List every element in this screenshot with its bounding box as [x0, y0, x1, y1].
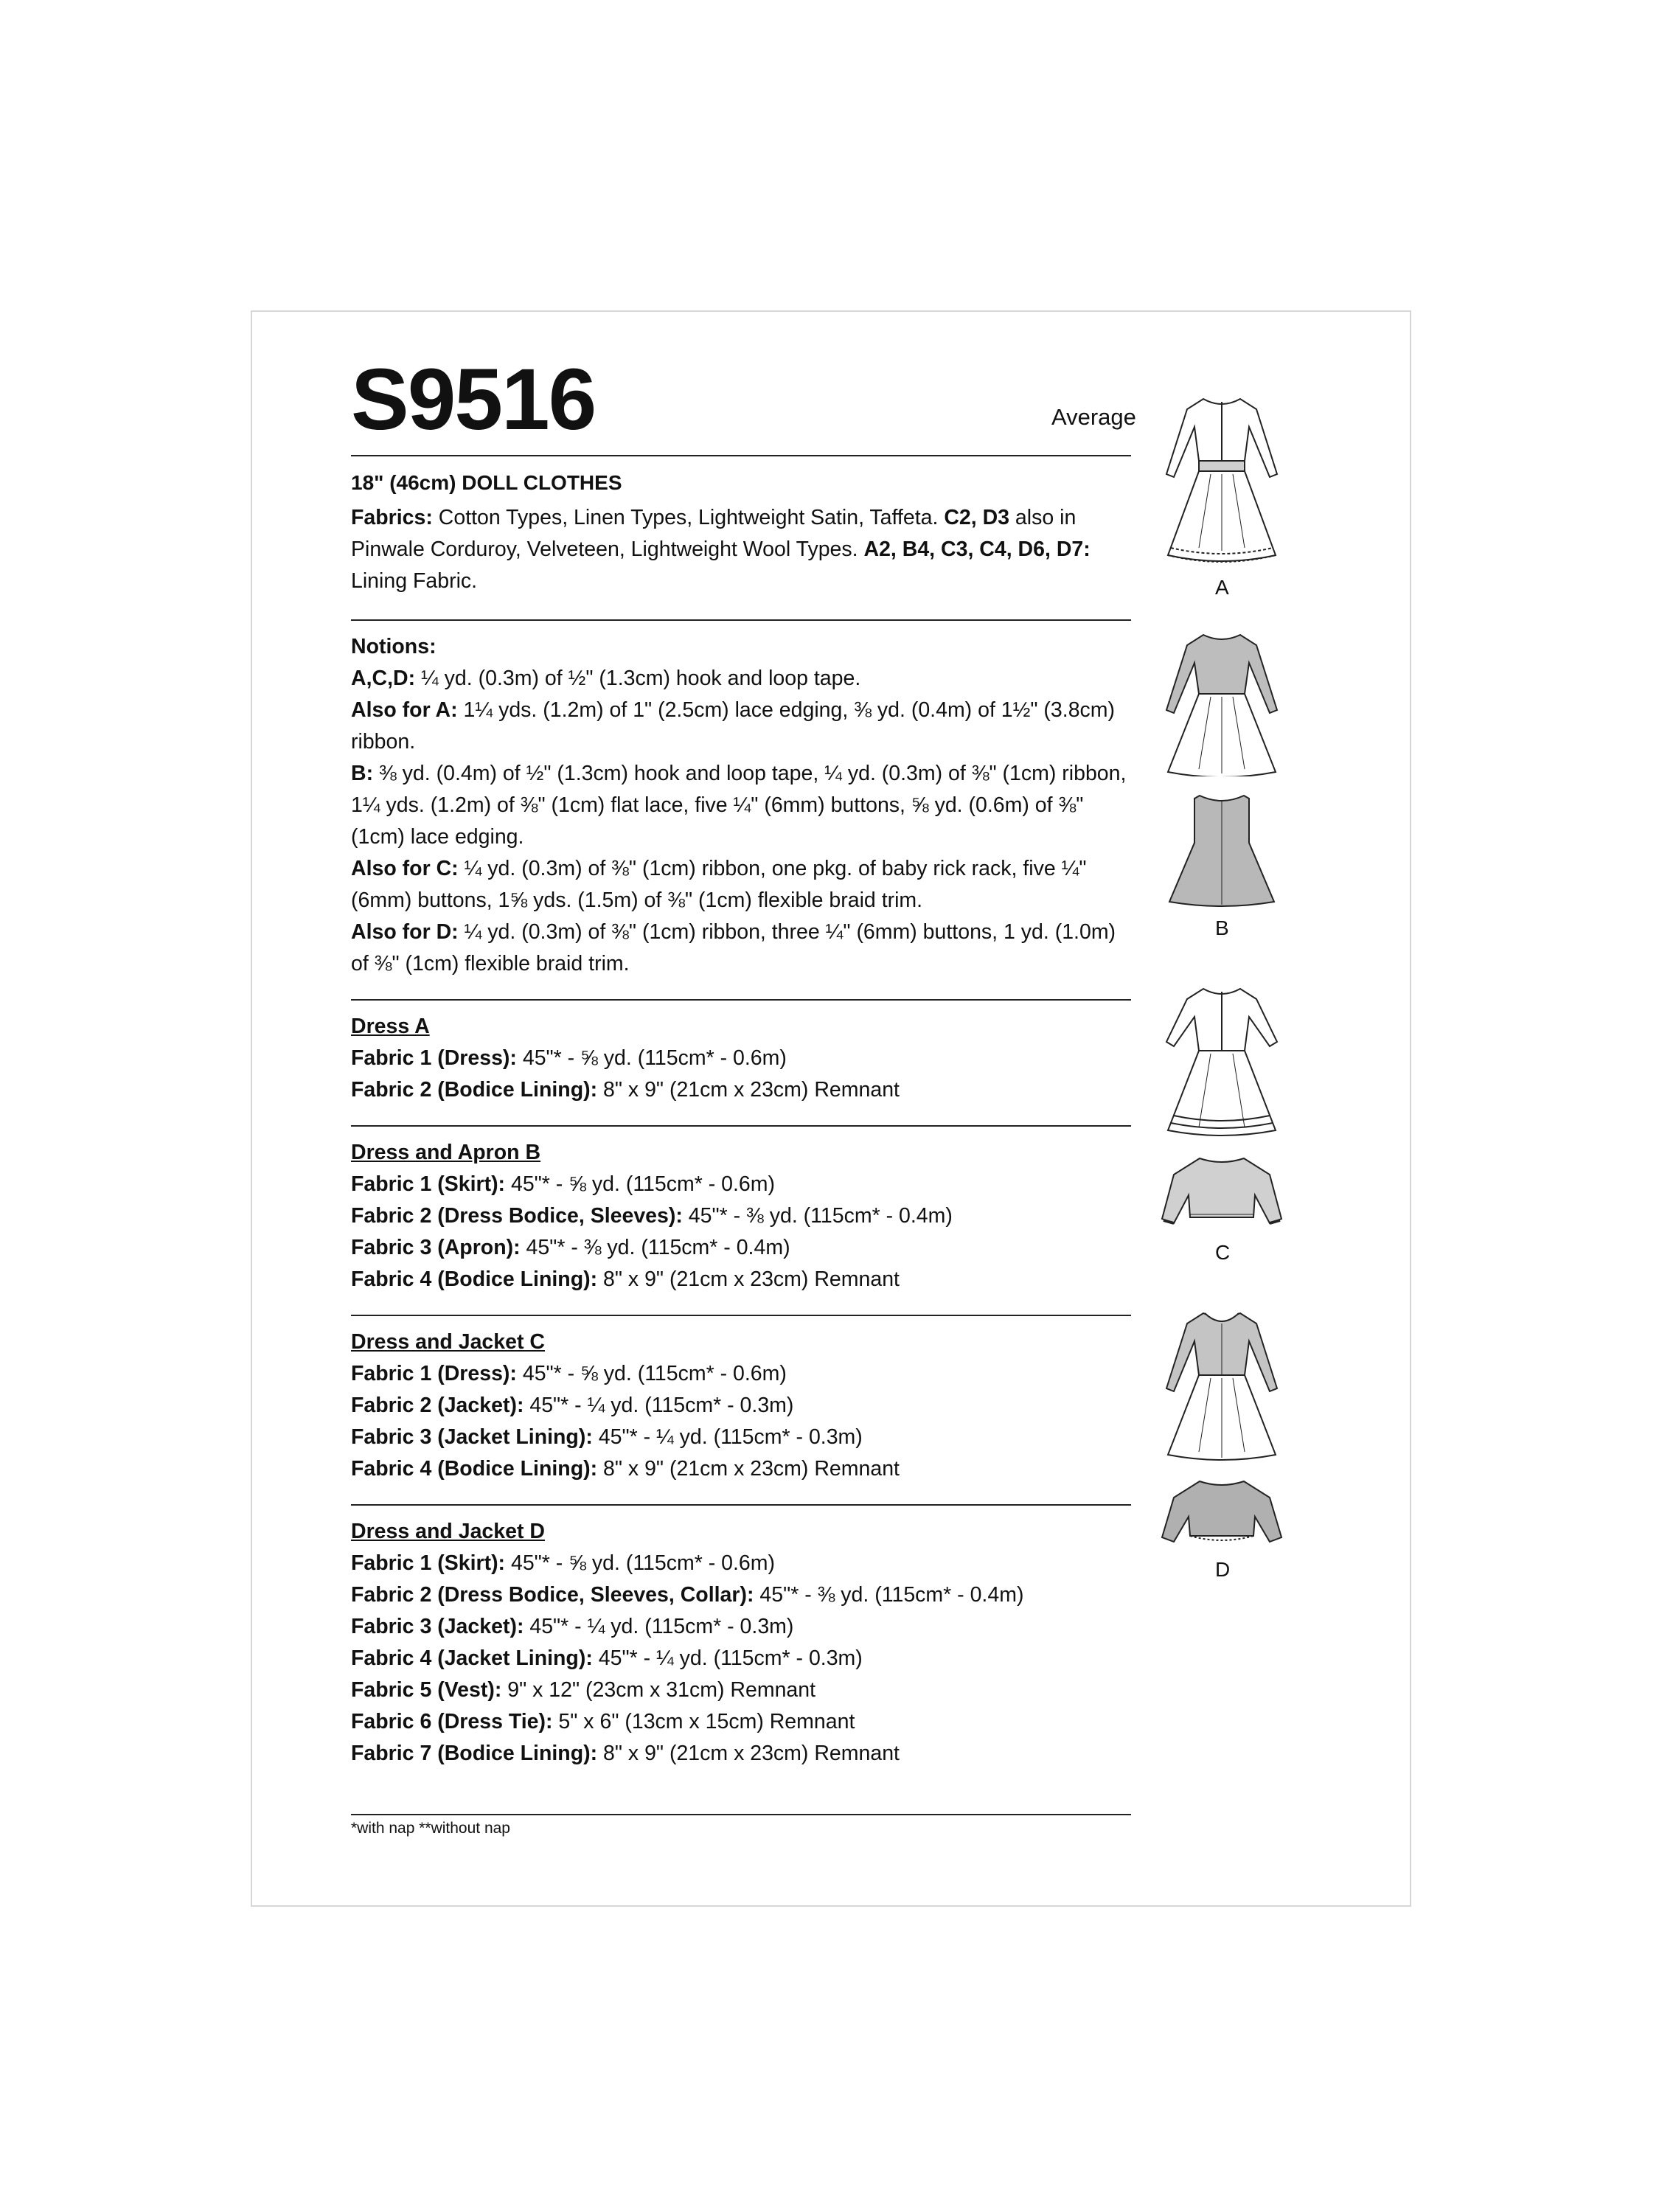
fabric-label: Fabric 3 (Jacket Lining):: [351, 1425, 593, 1449]
notions-label: Also for D:: [351, 920, 459, 944]
notions-line: [351, 917, 1131, 980]
fabric-line: [351, 1453, 1131, 1485]
view-c-section: [351, 1316, 1131, 1504]
view-letter: A: [1215, 576, 1229, 599]
notions-text: ¼ yd. (0.3m) of ½" (1.3cm) hook and loop tape.: [415, 667, 861, 690]
notions-line: [351, 663, 1131, 695]
fabric-yardage: 45"* - ⅜ yd. (115cm* - 0.4m): [682, 1204, 953, 1228]
fabric-yardage: 8" x 9" (21cm x 23cm) Remnant: [597, 1267, 900, 1291]
fabric-yardage: 8" x 9" (21cm x 23cm) Remnant: [597, 1742, 900, 1765]
fabric-label: Fabric 1 (Skirt):: [351, 1172, 506, 1196]
notions-line: [351, 853, 1131, 917]
view-d-section: [351, 1506, 1131, 1814]
fabric-yardage: 45"* - ¼ yd. (115cm* - 0.3m): [592, 1646, 863, 1670]
fabrics-label: Fabrics:: [351, 506, 433, 529]
fabric-yardage: 5" x 6" (13cm x 15cm) Remnant: [552, 1710, 855, 1733]
view-c-dress-illustration: [1159, 983, 1284, 1141]
view-b-apron-illustration: [1166, 791, 1277, 909]
fabric-line: [351, 1264, 1131, 1295]
fabric-label: Fabric 1 (Dress):: [351, 1046, 517, 1070]
fabric-yardage: 45"* - ⅝ yd. (115cm* - 0.6m): [505, 1172, 776, 1196]
fabric-line: [351, 1422, 1131, 1453]
view-d-dress-illustration: [1159, 1307, 1284, 1466]
view-heading: Dress and Jacket C: [351, 1330, 545, 1354]
pattern-number: S9516: [351, 351, 596, 448]
view-letter: B: [1215, 917, 1229, 939]
view-heading: Dress A: [351, 1015, 430, 1038]
pattern-text-column: [351, 351, 1136, 1837]
notions-label: A,C,D:: [351, 667, 416, 690]
fabrics-text: Lining Fabric.: [351, 569, 478, 593]
fabric-line: [351, 1169, 1131, 1200]
fabric-yardage: 8" x 9" (21cm x 23cm) Remnant: [597, 1078, 900, 1102]
fabric-line: [351, 1643, 1131, 1674]
fabric-label: Fabric 1 (Dress):: [351, 1362, 517, 1385]
fabric-label: Fabric 3 (Apron):: [351, 1236, 521, 1259]
notions-section: [351, 621, 1131, 999]
fabric-line: [351, 1611, 1131, 1643]
fabric-yardage: 45"* - ⅜ yd. (115cm* - 0.4m): [754, 1583, 1024, 1607]
fabric-yardage: 8" x 9" (21cm x 23cm) Remnant: [597, 1457, 900, 1481]
fabrics-text: also in Pinwale Corduroy, Velveteen, Lightweight Wool Types.: [351, 506, 1077, 561]
difficulty-level: Average: [1051, 404, 1136, 430]
fabric-line: [351, 1232, 1131, 1264]
notions-line: [351, 695, 1131, 758]
fabric-yardage: 45"* - ¼ yd. (115cm* - 0.3m): [524, 1394, 794, 1417]
fabric-line: [351, 1043, 1131, 1074]
fabric-label: Fabric 2 (Dress Bodice, Sleeves):: [351, 1204, 683, 1228]
fabric-yardage: 9" x 12" (23cm x 31cm) Remnant: [501, 1678, 816, 1702]
fabrics-text: Cotton Types, Linen Types, Lightweight Satin, Taffeta.: [432, 506, 945, 529]
fabric-line: [351, 1200, 1131, 1232]
view-heading: Dress and Jacket D: [351, 1520, 545, 1543]
view-d-jacket-illustration: [1159, 1477, 1284, 1551]
fabric-line: [351, 1358, 1131, 1390]
fabric-line: [351, 1074, 1131, 1106]
fabric-line: [351, 1548, 1131, 1579]
notions-text: ¼ yd. (0.3m) of ⅜" (1cm) ribbon, three ¼" (6mm) buttons, 1 yd. (1.0m) of ⅜" (1cm) flexible braid trim.: [351, 920, 1116, 975]
fabrics-views-1: C2, D3: [944, 506, 1010, 529]
fabric-label: Fabric 4 (Jacket Lining):: [351, 1646, 593, 1670]
view-c-jacket-illustration: [1159, 1152, 1284, 1234]
view-letter: D: [1215, 1558, 1231, 1581]
fabric-label: Fabric 3 (Jacket):: [351, 1615, 524, 1638]
fabric-yardage: 45"* - ⅜ yd. (115cm* - 0.4m): [520, 1236, 790, 1259]
fabric-line: [351, 1674, 1131, 1706]
fabric-line: [351, 1579, 1131, 1611]
fabric-yardage: 45"* - ¼ yd. (115cm* - 0.3m): [592, 1425, 863, 1449]
view-b-section: [351, 1127, 1131, 1315]
notions-line: [351, 758, 1131, 853]
view-letter: C: [1215, 1241, 1231, 1264]
fabric-label: Fabric 5 (Vest):: [351, 1678, 502, 1702]
notions-label: B:: [351, 762, 374, 785]
fabric-label: Fabric 2 (Jacket):: [351, 1394, 524, 1417]
notions-label: Also for A:: [351, 698, 458, 722]
fabric-yardage: 45"* - ⅝ yd. (115cm* - 0.6m): [516, 1046, 787, 1070]
fabric-label: Fabric 6 (Dress Tie):: [351, 1710, 553, 1733]
fabrics-paragraph: [351, 502, 1131, 597]
view-heading: Dress and Apron B: [351, 1141, 541, 1164]
view-b-dress-illustration: [1159, 629, 1284, 776]
notions-label: Also for C:: [351, 857, 459, 880]
divider: [351, 455, 1131, 456]
fabric-label: Fabric 2 (Dress Bodice, Sleeves, Collar):: [351, 1583, 754, 1607]
fabric-label: Fabric 2 (Bodice Lining):: [351, 1078, 598, 1102]
view-a-section: [351, 1001, 1131, 1125]
fabric-label: Fabric 1 (Skirt):: [351, 1551, 506, 1575]
fabric-yardage: 45"* - ⅝ yd. (115cm* - 0.6m): [505, 1551, 776, 1575]
pattern-sheet: [251, 310, 1411, 1907]
fabrics-views-2: A2, B4, C3, C4, D6, D7:: [863, 538, 1091, 561]
fabric-yardage: 45"* - ⅝ yd. (115cm* - 0.6m): [516, 1362, 787, 1385]
fabric-label: Fabric 7 (Bodice Lining):: [351, 1742, 598, 1765]
notions-text: ¼ yd. (0.3m) of ⅜" (1cm) ribbon, one pkg. of baby rick rack, five ¼" (6mm) buttons, 1⅝ yds. (1.5m) of ⅜" (1cm) flexible braid trim.: [351, 857, 1087, 912]
nap-footnote: *with nap **without nap: [351, 1820, 510, 1837]
fabric-yardage: 45"* - ¼ yd. (115cm* - 0.3m): [524, 1615, 794, 1638]
fabric-label: Fabric 4 (Bodice Lining):: [351, 1457, 598, 1481]
fabric-label: Fabric 4 (Bodice Lining):: [351, 1267, 598, 1291]
fabric-line: [351, 1390, 1131, 1422]
fabric-line: [351, 1706, 1131, 1738]
notions-heading: Notions:: [351, 635, 437, 658]
notions-text: ⅜ yd. (0.4m) of ½" (1.3cm) hook and loop tape, ¼ yd. (0.3m) of ⅜" (1cm) ribbon, 1¼ yds. (1.2m) of ⅜" (1cm) flat lace, five ¼" (6mm) buttons, ⅝ yd. (0.6m) of ⅜" (1cm) lace edging.: [351, 762, 1127, 849]
product-title: 18" (46cm) DOLL CLOTHES: [351, 471, 622, 494]
fabric-line: [351, 1738, 1131, 1770]
view-a-dress-illustration: [1159, 393, 1284, 570]
notions-text: 1¼ yds. (1.2m) of 1" (2.5cm) lace edging, ⅜ yd. (0.4m) of 1½" (3.8cm) ribbon.: [351, 698, 1116, 754]
